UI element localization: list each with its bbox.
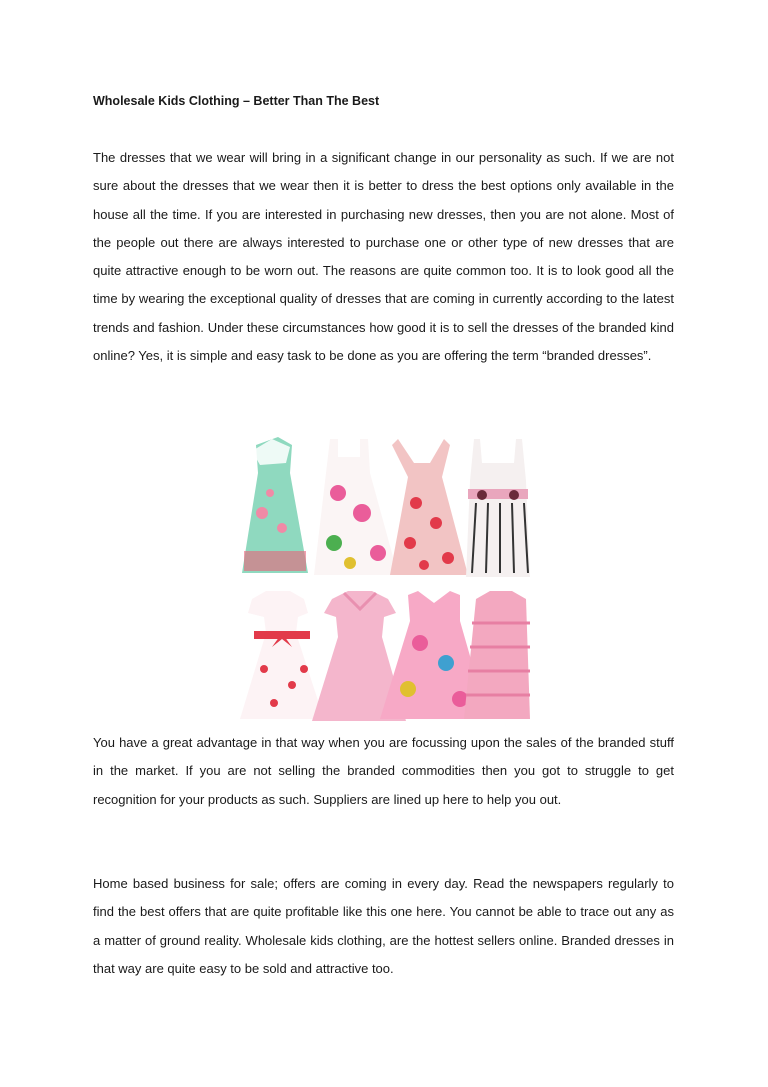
paragraph-1: The dresses that we wear will bring in a significant change in our personality as such. If we are not sure about the dresses that we wear then it is better to dress the best options only available in the house all the time. If you are interested in purchasing new dresses, then you are not alone. Most of the people out there are always interested to purchase one or other type of new dresses that are quite attractive enough to be worn out. The reasons are quite common too. It is to look good all the time by wearing the exceptional quality of dresses that are coming in currently according to the latest trends and fashion. Under these circumstances how good it is to sell the dresses of the branded kind online? Yes, it is simple and easy task to be done as you are offering the term “branded dresses”. xyxy=(93,150,674,364)
paragraph-2: You have a great advantage in that way when you are focussing upon the sales of the branded stuff in the market. If you are not selling the branded commodities then you got to struggle to get recognition for your products as such. Suppliers are lined up here to help you out. xyxy=(93,735,674,807)
dress-red-floral xyxy=(390,439,468,575)
dress-white-pink-floral xyxy=(314,439,398,575)
paragraph-3: Home based business for sale; offers are coming in every day. Read the newspapers regularly to find the best offers that are quite profitable like this one here. You cannot be able to trace out any as a matter of ground reality. Wholesale kids clothing, are the hottest sellers online. Branded dresses in that way are quite easy to be sold and attractive too. xyxy=(93,876,674,976)
dress-mint-floral xyxy=(242,437,308,573)
kids-dresses-image xyxy=(238,433,530,723)
dress-cherry-print xyxy=(240,591,324,719)
dresses-collage xyxy=(238,433,530,723)
dress-pink-ruffle xyxy=(464,591,530,719)
document-title: Wholesale Kids Clothing – Better Than The Best xyxy=(93,94,380,108)
dress-striped xyxy=(466,439,530,577)
